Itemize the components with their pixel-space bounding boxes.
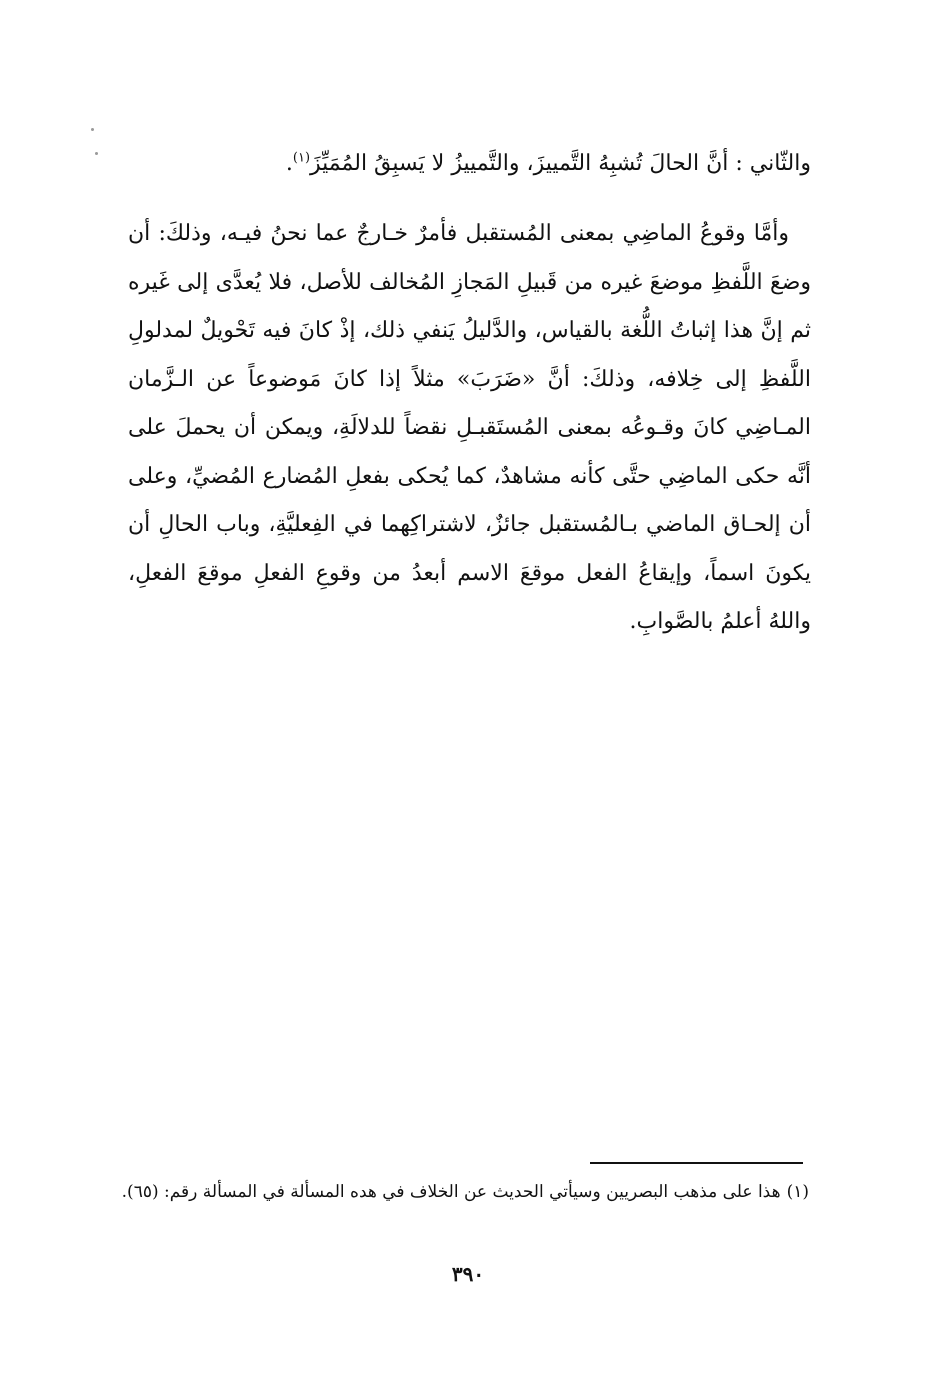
scan-speck xyxy=(91,128,94,131)
footnote-text: هذا على مذهب البصريين وسيأتي الحديث عن الخلاف في هده المسألة في المسألة رقم: (٦٥). xyxy=(121,1182,781,1202)
first-line-text: والثّاني : أنَّ الحالَ تُشبِهُ التَّمييزَ، والتَّمييزُ لا يَسبِقُ المُمَيِّزَ$^{(١)}$. xyxy=(285,150,811,176)
footnote-number: (١) xyxy=(786,1182,809,1202)
footnote xyxy=(119,1176,809,1209)
main-paragraph: وأمَّا وقوعُ الماضِي بمعنى المُستقبل فأمرٌ خـارجٌ عما نحنُ فيـه، وذلكَ: أن وضعَ اللَّفظِ موضعَ غيره من قَبيلِ المَجازِ المُخالف للأصل، فلا يُعدَّى إلى غَيره ثم إنَّ هذا إثباتُ اللُّغة بالقياس، والدَّليلُ يَنفي ذلك، إذْ كانَ فيه تَحْويلٌ لمدلولِ اللَّفظِ إلى خِلافه، وذلكَ: أنَّ «ضَرَبَ» مثلاً إذا كانَ مَوضوعاً عن الـزَّمان المـاضِي كانَ وقـوعُه بمعنى المُستَقبـلِ نقضاً للدلالَةِ، ويمكن أن يحملَ على أنَّه حكى الماضِي حتَّى كأنه مشاهدٌ، كما يُحكى بفعلِ المُضارع المُضيِّ، وعلى أن إلحـاق الماضي بـالمُستقبل جائزٌ، لاشتراكِهما في الفِعليَّةِ، وباب الحالِ أن يكونَ اسماً، وإيقاعُ الفعل موقعَ الاسم أبعدُ من وقوعِ الفعلِ موقعَ الفعلِ، واللهُ أعلمُ بالصَّوابِ. xyxy=(128,221,811,634)
first-line-content: والثّاني : أنَّ الحالَ تُشبِهُ التَّمييزَ، والتَّمييزُ لا يَسبِقُ المُمَيِّزَ xyxy=(310,151,811,176)
scan-speck xyxy=(95,152,98,155)
footnote-separator xyxy=(590,1162,803,1164)
page-number: ٣٩٠ xyxy=(451,1262,485,1286)
footnote-reference-marker: (١) xyxy=(292,150,311,166)
